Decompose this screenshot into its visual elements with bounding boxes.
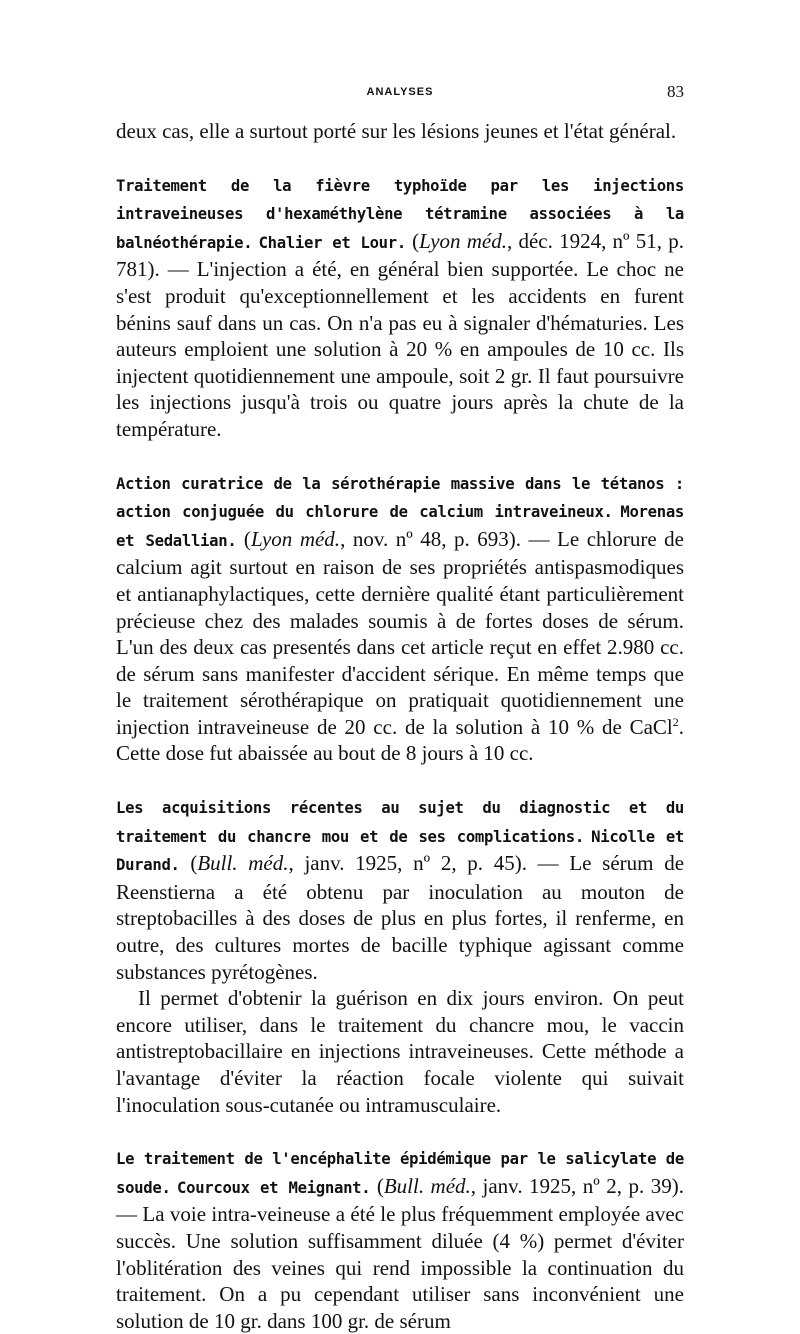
page-content [116, 118, 684, 1334]
article-title: Action curatrice de la sérothérapie massive dans le tétanos : action conjuguée du chlorure de calcium intraveineux. [116, 474, 684, 522]
journal-name: Lyon méd. [419, 228, 507, 253]
reference-details: , nov. nº 48, p. 693). [340, 526, 522, 551]
article-authors: Morenas et Sedallian. [116, 503, 684, 550]
intro-text: deux cas, elle a surtout porté sur les lésions jeunes et l'état général. [116, 119, 677, 143]
article-chancre: Les acquisitions récentes au sujet du diagnostic et du traitement du chancre mou et de ses complications. Nicolle et Durand. (Bull. méd., janv. 1925, nº 2, p. 45). — Le sérum de Reenstierna a été obtenu par inoculation au mouton de streptobacilles à des doses de plus en plus fortes, il renferme, en outre, des cultures mortes de bacille typhique agissant comme substances pyrétogènes. [116, 799, 685, 984]
article-body: — L'injection a été, en général bien supportée. Le choc ne s'est produit qu'exceptionnellement et les accidents en furent bénins sauf dans un cas. On n'a pas eu à signaler d'hématuries. Les auteurs emploient une solution à 20 % en ampoules de 10 cc. Ils injectent quotidiennement une ampoule, soit 2 gr. Il faut poursuivre les injections jusqu'à trois ou quatre jours après la chute de la température. [116, 257, 684, 441]
journal-name: Bull. méd. [197, 851, 289, 876]
journal-name: Bull. méd. [383, 1173, 471, 1198]
article-authors: Chalier et Lour. [258, 233, 406, 252]
article-authors: Courcoux et Meignant. [177, 1178, 371, 1197]
reference-details: , janv. 1925, nº 2, p. 45). [288, 851, 527, 876]
article-chancre-continued [116, 985, 684, 1118]
page-number: 83 [667, 82, 684, 101]
article-title: Le traitement de l'encéphalite épidémique par le salicylate de soude. [116, 1150, 684, 1197]
journal-name: Lyon méd. [250, 526, 341, 551]
article-authors: Nicolle et Durand. [116, 827, 684, 875]
article-body: — Le sérum de Reenstierna a été obtenu par inoculation au mouton de streptobacilles à des doses de plus en plus fortes, il renferme, en outre, des cultures mortes de bacille typhique agissant comme substances pyrétogènes. [116, 851, 685, 984]
article-body: Il permet d'obtenir la guérison en dix jours environ. On peut encore utiliser, dans le traitement du chancre mou, le vaccin antistreptobacillaire en injections intraveineuses. Cette méthode a l'avantage d'éviter la réaction focale violente qui suivait l'inoculation sous-cutanée ou intramusculaire. [116, 986, 684, 1117]
article-tetanus: Action curatrice de la sérothérapie massive dans le tétanos : action conjuguée du chlorure de calcium intraveineux. Morenas et Sedallian. (Lyon méd., nov. nº 48, p. 693). — Le chlorure de calcium agit surtout en raison de ses propriétés antispasmodiques et antianaphylactiques, cette dernière qualité étant particulièrement précieuse chez des malades soumis à de fortes doses de sérum. L'un des deux cas presentés dans cet article reçut en effet 2.980 cc. de sérum sans manifester d'accident sérique. En même temps que le traitement sérothérapique on pratiquait quotidiennement une injection intraveineuse de 20 cc. de la solution à 10 % de CaCl$^2$. Cette dose fut abaissée au bout de 8 jours à 10 cc. [116, 474, 684, 766]
article-body-end: . Cette dose fut abaissée au bout de 8 jours à 10 cc. [116, 714, 684, 766]
reference-details: , déc. 1924, nº 51, p. 781). [116, 228, 684, 282]
running-title: ANALYSES [366, 86, 434, 98]
article-title: Les acquisitions récentes au sujet du diagnostic et du traitement du chancre mou et de ses complications. [116, 799, 684, 846]
article-body: — Le chlorure de calcium agit surtout en raison de ses propriétés antispasmodiques et antianaphylactiques, cette dernière qualité étant particulièrement précieuse chez des malades soumis à de fortes doses de sérum. L'un des deux cas presentés dans cet article reçut en effet 2.980 cc. de sérum sans manifester d'accident sérique. En même temps que le traitement sérothérapique on pratiquait quotidiennement une injection intraveineuse de 20 cc. de la solution à 10 % de CaCl [116, 526, 684, 739]
article-body: — La voie intra-veineuse a été le plus fréquemment employée avec succès. Une solution suffisamment diluée (4 %) permet d'éviter l'oblitération des veines qui rend impossible la continuation du traitement. On a pu cependant utiliser sans inconvénient une solution de 10 gr. dans 100 gr. de sérum [116, 1202, 684, 1333]
continued-paragraph [116, 118, 684, 145]
page-header [116, 82, 684, 106]
subscript-number: 2 [672, 714, 679, 729]
article-typhoid: Traitement de la fièvre typhoïde par les injections intraveineuses d'hexaméthylène tétramine associées à la balnéothérapie. Chalier et Lour. (Lyon méd., déc. 1924, nº 51, p. 781). — L'injection a été, en général bien supportée. Le choc ne s'est produit qu'exceptionnellement et les accidents en furent bénins sauf dans un cas. On n'a pas eu à signaler d'hématuries. Les auteurs emploient une solution à 20 % en ampoules de 10 cc. Ils injectent quotidiennement une ampoule, soit 2 gr. Il faut poursuivre les injections jusqu'à trois ou quatre jours après la chute de la température. [116, 176, 684, 441]
reference-details: , janv. 1925, nº 2, p. 39). [470, 1173, 684, 1198]
article-encephalitis: Le traitement de l'encéphalite épidémique par le salicylate de soude. Courcoux et Meignant. (Bull. méd., janv. 1925, nº 2, p. 39). — La voie intra-veineuse a été le plus fréquemment employée avec succès. Une solution suffisamment diluée (4 %) permet d'éviter l'oblitération des veines qui rend impossible la continuation du traitement. On a pu cependant utiliser sans inconvénient une solution de 10 gr. dans 100 gr. de sérum [116, 1150, 684, 1333]
article-title: Traitement de la fièvre typhoïde par les injections intraveineuses d'hexaméthylène tétramine associées à la balnéothérapie. [116, 176, 684, 252]
